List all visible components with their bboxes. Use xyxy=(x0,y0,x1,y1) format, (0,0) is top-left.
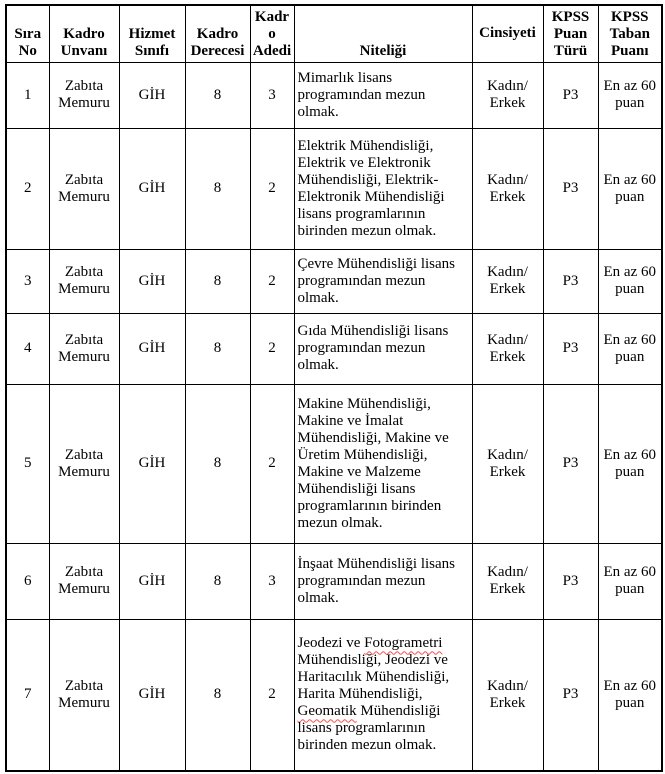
cell-cinsiyeti: Kadın/ Erkek xyxy=(472,384,543,543)
cell-kpss-puan-turu: P3 xyxy=(543,62,598,128)
cell-sira-no: 5 xyxy=(6,384,49,543)
cell-kpss-puan-turu: P3 xyxy=(543,249,598,313)
cell-kpss-puan-turu: P3 xyxy=(543,543,598,619)
cell-niteligi: Gıda Mühendisliği lisans programından mezun olmak. xyxy=(294,313,472,384)
cell-kadro-derecesi: 8 xyxy=(185,543,250,619)
cell-kpss-taban-puani: En az 60 puan xyxy=(598,384,662,543)
cell-sira-no: 4 xyxy=(6,313,49,384)
table-row xyxy=(6,128,662,249)
cell-kadro-adedi: 3 xyxy=(250,62,294,128)
cell-hizmet-sinifi: GİH xyxy=(119,313,185,384)
table-body xyxy=(6,62,662,771)
column-header-niteligi: Niteliği xyxy=(294,5,472,62)
column-header-cinsiyeti: Cinsiyeti xyxy=(472,5,543,62)
cell-cinsiyeti: Kadın/ Erkek xyxy=(472,313,543,384)
cell-hizmet-sinifi: GİH xyxy=(119,128,185,249)
cell-kadro-derecesi: 8 xyxy=(185,384,250,543)
cell-kpss-taban-puani: En az 60 puan xyxy=(598,313,662,384)
cell-sira-no: 6 xyxy=(6,543,49,619)
cell-niteligi: Elektrik Mühendisliği, Elektrik ve Elektronik Mühendisliği, Elektrik-Elektronik Mühendisliği lisans programlarının birinden mezun olmak. xyxy=(294,128,472,249)
cell-cinsiyeti: Kadın/ Erkek xyxy=(472,62,543,128)
cell-kadro-unvani: Zabıta Memuru xyxy=(49,384,119,543)
table-header xyxy=(6,5,662,62)
job-positions-table xyxy=(5,4,663,772)
cell-kadro-adedi: 2 xyxy=(250,128,294,249)
cell-kadro-unvani: Zabıta Memuru xyxy=(49,128,119,249)
column-header-kadro-derecesi: Kadro Derecesi xyxy=(185,5,250,62)
cell-kadro-unvani: Zabıta Memuru xyxy=(49,62,119,128)
column-header-hizmet-sinifi: Hizmet Sınıfı xyxy=(119,5,185,62)
spellcheck-underlined-word: Fotogrametri xyxy=(364,635,443,652)
cell-sira-no: 3 xyxy=(6,249,49,313)
cell-cinsiyeti: Kadın/ Erkek xyxy=(472,543,543,619)
cell-kadro-unvani: Zabıta Memuru xyxy=(49,543,119,619)
cell-cinsiyeti: Kadın/ Erkek xyxy=(472,249,543,313)
cell-kpss-taban-puani: En az 60 puan xyxy=(598,619,662,771)
cell-hizmet-sinifi: GİH xyxy=(119,619,185,771)
cell-cinsiyeti: Kadın/ Erkek xyxy=(472,128,543,249)
table-row xyxy=(6,543,662,619)
column-header-sira-no: Sıra No xyxy=(6,5,49,62)
cell-hizmet-sinifi: GİH xyxy=(119,384,185,543)
cell-niteligi: Mimarlık lisans programından mezun olmak. xyxy=(294,62,472,128)
cell-kpss-taban-puani: En az 60 puan xyxy=(598,62,662,128)
cell-kpss-taban-puani: En az 60 puan xyxy=(598,543,662,619)
cell-kadro-unvani: Zabıta Memuru xyxy=(49,249,119,313)
cell-kpss-taban-puani: En az 60 puan xyxy=(598,249,662,313)
cell-kadro-adedi: 2 xyxy=(250,619,294,771)
cell-sira-no: 1 xyxy=(6,62,49,128)
cell-kpss-taban-puani: En az 60 puan xyxy=(598,128,662,249)
cell-cinsiyeti: Kadın/ Erkek xyxy=(472,619,543,771)
column-header-kpss-taban-puani: KPSS Taban Puanı xyxy=(598,5,662,62)
cell-kpss-puan-turu: P3 xyxy=(543,384,598,543)
table-row xyxy=(6,384,662,543)
cell-kpss-puan-turu: P3 xyxy=(543,128,598,249)
cell-kadro-derecesi: 8 xyxy=(185,128,250,249)
column-header-kadro-adedi: Kadro Adedi xyxy=(250,5,294,62)
cell-kadro-adedi: 2 xyxy=(250,249,294,313)
cell-niteligi: İnşaat Mühendisliği lisans programından mezun olmak. xyxy=(294,543,472,619)
table-row xyxy=(6,619,662,771)
cell-kadro-derecesi: 8 xyxy=(185,62,250,128)
column-header-kadro-unvani: Kadro Unvanı xyxy=(49,5,119,62)
cell-kadro-derecesi: 8 xyxy=(185,619,250,771)
cell-sira-no: 2 xyxy=(6,128,49,249)
cell-hizmet-sinifi: GİH xyxy=(119,249,185,313)
cell-kpss-puan-turu: P3 xyxy=(543,619,598,771)
spellcheck-underlined-word: Geomatik xyxy=(297,703,357,720)
column-header-kpss-puan-turu: KPSS Puan Türü xyxy=(543,5,598,62)
table-row xyxy=(6,62,662,128)
cell-kadro-derecesi: 8 xyxy=(185,313,250,384)
cell-hizmet-sinifi: GİH xyxy=(119,62,185,128)
cell-niteligi: Çevre Mühendisliği lisans programından mezun olmak. xyxy=(294,249,472,313)
cell-kadro-adedi: 3 xyxy=(250,543,294,619)
cell-niteligi: Jeodezi ve Fotogrametri Mühendisliği, Jeodezi ve Haritacılık Mühendisliği, Harita Mühendisliği, Geomatik Mühendisliği lisans programlarının birinden mezun olmak. xyxy=(294,619,472,771)
table-row xyxy=(6,249,662,313)
cell-sira-no: 7 xyxy=(6,619,49,771)
cell-kadro-adedi: 2 xyxy=(250,313,294,384)
cell-niteligi: Makine Mühendisliği, Makine ve İmalat Mühendisliği, Makine ve Üretim Mühendisliği, Makine ve Malzeme Mühendisliği lisans programlarının birinden mezun olmak. xyxy=(294,384,472,543)
cell-kadro-adedi: 2 xyxy=(250,384,294,543)
cell-kadro-unvani: Zabıta Memuru xyxy=(49,619,119,771)
cell-kadro-derecesi: 8 xyxy=(185,249,250,313)
cell-hizmet-sinifi: GİH xyxy=(119,543,185,619)
cell-kadro-unvani: Zabıta Memuru xyxy=(49,313,119,384)
header-row xyxy=(6,5,662,62)
table-row xyxy=(6,313,662,384)
cell-kpss-puan-turu: P3 xyxy=(543,313,598,384)
